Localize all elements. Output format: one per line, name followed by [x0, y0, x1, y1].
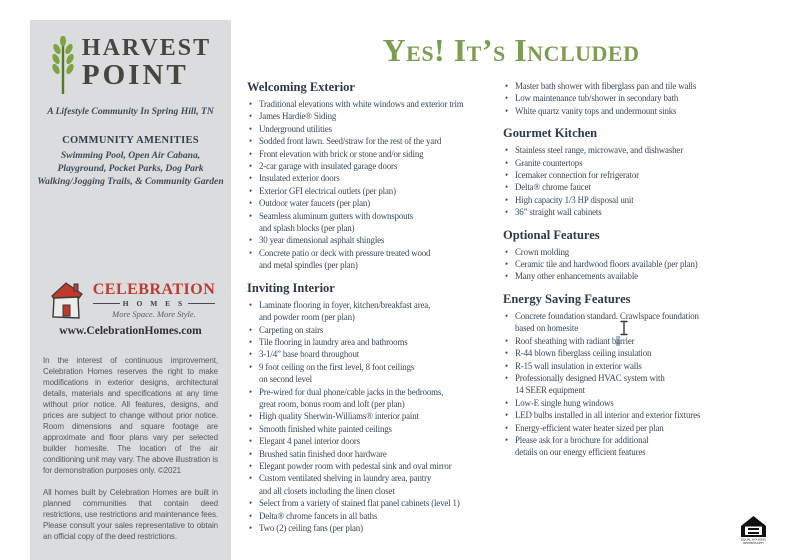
feature-item-text: • Laminate flooring in foyer, kitchen/breakfast area,: [259, 299, 431, 310]
equal-housing-caption-2: OPPORTUNITY: [742, 541, 765, 545]
feature-item: [247, 510, 503, 522]
disclaimer-paragraph-1: In the interest of continuous improvement, Celebration Homes reserves the right to make modifications in exterior designs, architectural details, materials and specifications at any time without prior notice. All features, designs, and prices are subject to change without prior notice. Room dimensions and square footage are approximate and floor plans vary per selected builder homesite. The location of the air conditioning unit may vary. The above illustration is for demonstration purposes only. ©2021: [43, 356, 218, 475]
feature-item-text: • High capacity 1/3 HP disposal unit: [515, 194, 634, 205]
feature-item: [247, 247, 503, 272]
feature-item: [503, 270, 775, 282]
feature-text-part: Roof sheathing with radiant b: [515, 335, 617, 346]
feature-item: [247, 361, 503, 386]
feature-item-text: • Concrete foundation standard. Crawlspace foundation: [515, 310, 699, 321]
equal-housing-house-icon: [740, 515, 767, 545]
amenities-line: Playground, Pocket Parks, Dog Park: [57, 163, 204, 174]
logo-line-harvest: HARVEST: [81, 35, 212, 61]
feature-item: [247, 98, 503, 110]
feature-item: [503, 92, 775, 104]
community-tagline: A Lifestyle Community In Spring Hill, TN: [47, 106, 214, 117]
feature-list: [503, 80, 775, 117]
feature-item-text: • Delta® chrome faucets in all baths: [259, 510, 378, 521]
feature-item-continuation: and splash blocks (per plan): [259, 223, 355, 234]
feature-item: [247, 234, 503, 246]
feature-item-continuation: on second level: [259, 374, 312, 385]
feature-item-text: • Pre-wired for dual phone/cable jacks in the bedrooms,: [259, 386, 444, 397]
feature-item: [503, 310, 775, 335]
rule-right: [188, 303, 215, 304]
feature-item: [247, 210, 503, 235]
page-title: Yes! It’s Included: [382, 32, 640, 68]
celebration-name: CELEBRATION: [92, 280, 216, 298]
feature-item: [247, 185, 503, 197]
feature-list: [503, 310, 775, 459]
house-icon: [46, 280, 88, 320]
feature-item-text: • Energy-efficient water heater sized per plan: [515, 422, 664, 433]
section-heading: Optional Features: [503, 227, 600, 242]
feature-item: [503, 397, 775, 409]
feature-item-text: • Many other enhancements available: [515, 271, 638, 282]
feature-item-text: • Tile flooring in laundry area and bathrooms: [259, 336, 408, 347]
section-heading: Welcoming Exterior: [247, 80, 355, 94]
feature-item: [503, 347, 775, 359]
feature-item-text: • Icemaker connection for refrigerator: [515, 170, 639, 181]
feature-columns: [247, 80, 775, 534]
feature-item-text: • LED bulbs installed in all interior and exterior fixtures: [515, 410, 701, 421]
feature-item-continuation: and powder room (per plan): [259, 312, 355, 323]
feature-item: [247, 299, 503, 324]
feature-item-text: • 30 year dimensional asphalt shingles: [259, 235, 385, 246]
feature-section: [247, 80, 503, 272]
feature-item-continuation: great room, bonus room and loft (per plan): [259, 398, 405, 409]
feature-item: [503, 80, 775, 92]
feature-item-text: • Granite countertops: [515, 157, 583, 168]
feature-item-continuation: based on homesite: [515, 323, 579, 334]
feature-item: [247, 110, 503, 122]
feature-item-text: • Elegant powder room with pedestal sink and oval mirror: [259, 460, 452, 471]
feature-item-text: • Ceramic tile and hardwood floors available (per plan): [515, 259, 698, 270]
feature-item-continuation: and metal spindles (per plan): [259, 260, 358, 271]
feature-item: [247, 423, 503, 435]
feature-item-continuation: 14 SEER equipment: [515, 385, 585, 396]
feature-item: [247, 172, 503, 184]
feature-item-text: • Exterior GFI electrical outlets (per plan): [259, 185, 396, 196]
wheat-icon: [50, 36, 76, 94]
feature-item: [247, 123, 503, 135]
feature-item: [247, 472, 503, 497]
amenities-line: Swimming Pool, Open Air Cabana,: [60, 150, 201, 161]
feature-item: [247, 522, 503, 534]
feature-list: [247, 98, 503, 272]
feature-item-continuation: and all closets including the linen closet: [259, 485, 395, 496]
feature-item: [503, 258, 775, 270]
builder-slogan: More Space. More Style.: [112, 308, 196, 319]
feature-item-text: • Crown molding: [515, 246, 570, 257]
feature-item: [503, 434, 775, 459]
feature-item: [503, 181, 775, 193]
amenities-list: [30, 149, 231, 188]
feature-section: [503, 126, 775, 218]
feature-item-text: • Concrete patio or deck with pressure treated wood: [259, 247, 431, 258]
homes-label: H O M E S: [122, 298, 186, 308]
feature-item-text: • 9 foot ceiling on the first level, 8 foot ceilings: [259, 361, 415, 372]
feature-item-text: • Delta® chrome faucet: [515, 182, 591, 193]
feature-item-text: • Smooth finished white painted ceilings: [259, 423, 392, 434]
feature-item-text: • Front elevation with brick or stone and/or siding: [259, 148, 424, 159]
feature-item-text: • 2-car garage with insulated garage doors: [259, 161, 398, 172]
feature-text-part: rrier: [619, 335, 635, 346]
amenities-line: Walking/Jogging Trails, & Community Garden: [37, 176, 224, 187]
feature-item: [503, 246, 775, 258]
selected-text: a: [616, 335, 620, 346]
amenities-heading: COMMUNITY AMENITIES: [62, 135, 199, 146]
feature-item-text: • Low-E single hung windows: [515, 397, 614, 408]
feature-item: [247, 386, 503, 411]
sidebar: [30, 20, 231, 560]
feature-item-text: • Brushed satin finished door hardware: [259, 448, 387, 459]
feature-item-text: • Carpeting on stairs: [259, 324, 324, 335]
feature-item: [503, 157, 775, 169]
feature-item: [247, 135, 503, 147]
celebration-wordmark: [93, 282, 216, 319]
feature-item: [247, 348, 503, 360]
feature-item: [503, 372, 775, 397]
feature-item-text: • Underground utilities: [259, 123, 332, 134]
feature-item: [503, 206, 775, 218]
feature-item: [503, 335, 775, 347]
feature-section: [503, 80, 775, 117]
feature-item: [503, 144, 775, 156]
main-content: [247, 34, 775, 534]
feature-item: [503, 360, 775, 372]
feature-item-text: • Stainless steel range, microwave, and dishwasher: [515, 145, 684, 156]
feature-item: [247, 336, 503, 348]
feature-item-text: • Professionally designed HVAC system with: [515, 372, 665, 383]
feature-item-text: • Outdoor water faucets (per plan): [259, 198, 371, 209]
harvest-point-wordmark: [82, 36, 211, 90]
features-column-left: [247, 80, 503, 534]
section-heading: Energy Saving Features: [503, 291, 631, 306]
feature-item: [503, 194, 775, 206]
feature-item-text: • Custom ventilated shelving in laundry area, pantry: [259, 473, 432, 484]
feature-item-text: • R-44 blown fiberglass ceiling insulation: [515, 348, 652, 359]
feature-item-text: • James Hardie® Siding: [259, 111, 337, 122]
builder-website-link[interactable]: www.CelebrationHomes.com: [59, 325, 202, 337]
section-heading: Gourmet Kitchen: [503, 126, 598, 141]
feature-item-text: [515, 335, 775, 347]
feature-item-text: • 36” straight wall cabinets: [515, 207, 602, 218]
feature-item: [247, 410, 503, 422]
feature-list: [503, 246, 775, 283]
feature-item-text: • R-15 wall insulation in exterior walls: [515, 360, 642, 371]
feature-item: [247, 197, 503, 209]
feature-item: [503, 169, 775, 181]
feature-item: [247, 324, 503, 336]
feature-item: [247, 460, 503, 472]
feature-item: [503, 409, 775, 421]
harvest-point-logo: [30, 36, 231, 94]
feature-item-text: • Seamless aluminum gutters with downspouts: [259, 210, 414, 221]
feature-section: [503, 228, 775, 283]
feature-item: [503, 422, 775, 434]
feature-item: [247, 160, 503, 172]
feature-item-text: • Select from a variety of stained flat panel cabinets (level 1): [259, 498, 460, 509]
feature-item: [247, 435, 503, 447]
feature-item-text: • Master bath shower with fiberglass pan and tile walls: [515, 81, 697, 91]
feature-section: [503, 292, 775, 459]
feature-item-text: • Please ask for a brochure for additional: [515, 434, 649, 445]
feature-item-text: • Traditional elevations with white windows and exterior trim: [259, 99, 464, 109]
section-heading: Inviting Interior: [247, 280, 335, 295]
feature-item-text: • High quality Sherwin-Williams® interior paint: [259, 411, 419, 422]
feature-item-text: • White quartz vanity tops and undermount sinks: [515, 105, 677, 116]
feature-section: [247, 281, 503, 535]
feature-item: [247, 148, 503, 160]
homes-row: [93, 299, 216, 308]
feature-item-continuation: details on our energy efficient features: [515, 447, 646, 458]
feature-item: [247, 448, 503, 460]
disclaimer-paragraph-2: All homes built by Celebration Homes are built in planned communities that contain deed restrictions, use restrictions and maintenance fees. Please consult your sales representative to obtain an official copy of the deed restrictions.: [43, 488, 218, 541]
feature-item-text: • Sodded front lawn. Seed/straw for the rest of the yard: [259, 136, 442, 147]
feature-item-text: • Low maintenance tub/shower in secondary bath: [515, 93, 679, 104]
feature-item-text: • Two (2) ceiling fans (per plan): [259, 523, 363, 533]
logo-line-point: POINT: [81, 59, 189, 91]
equal-housing-caption-1: EQUAL HOUSING: [741, 537, 766, 542]
features-column-right: [503, 80, 775, 534]
feature-item-text: • Elegant 4 panel interior doors: [259, 436, 360, 447]
feature-list: [247, 299, 503, 535]
rule-left: [93, 303, 120, 304]
feature-item-text: • 3-1/4” base board throughout: [259, 349, 360, 360]
feature-item-text: • Insulated exterior doors: [259, 173, 340, 184]
equal-housing-logo: [740, 515, 767, 550]
feature-list: [503, 144, 775, 218]
feature-item: [247, 497, 503, 509]
celebration-homes-logo: [30, 280, 231, 320]
feature-item: [503, 105, 775, 117]
